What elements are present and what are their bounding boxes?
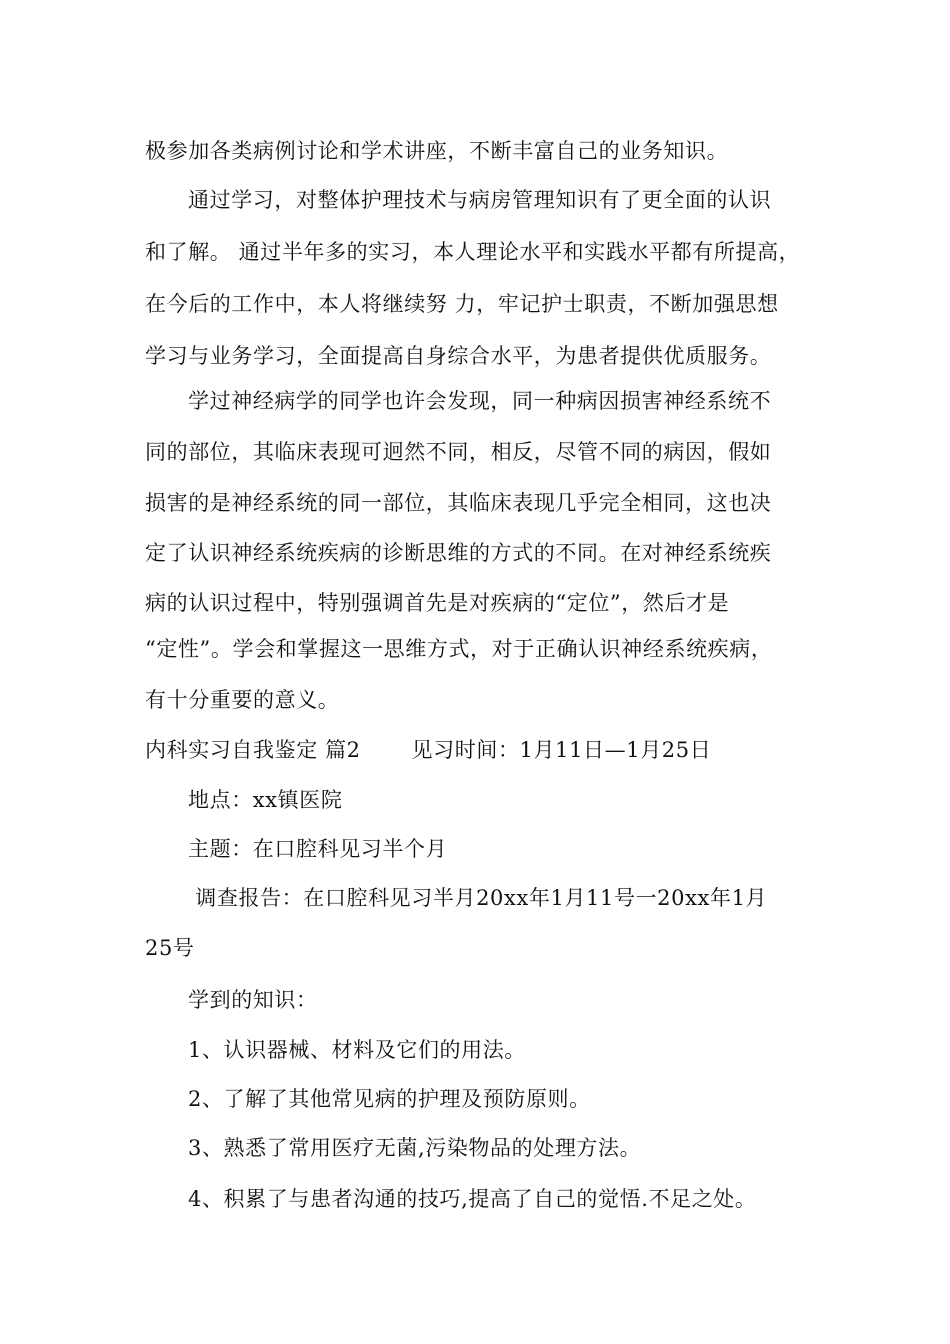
paragraph-3-line-5: 病的认识过程中，特别强调首先是对疾病的“定位”，然后才是 [145, 591, 730, 615]
location-line: 地点：xx镇医院 [188, 788, 343, 812]
paragraph-3-line-2: 同的部位，其临床表现可迥然不同，相反，尽管不同的病因，假如 [145, 440, 772, 464]
learned-item-1: 1、认识器械、材料及它们的用法。 [188, 1038, 526, 1062]
paragraph-2-line-2: 和了解。 通过半年多的实习，本人理论水平和实践水平都有所提高， [145, 240, 801, 264]
paragraph-3-line-6: “定性”。学会和掌握这一思维方式，对于正确认识神经系统疾病， [145, 637, 773, 661]
paragraph-3-line-7: 有十分重要的意义。 [145, 688, 340, 712]
section-2-heading: 内科实习自我鉴定 篇2 见习时间：1月11日—1月25日 [145, 738, 712, 762]
paragraph-2-line-3: 在今后的工作中，本人将继续努 力，牢记护士职责，不断加强思想 [145, 292, 779, 316]
paragraph-3-line-3: 损害的是神经系统的同一部位，其临床表现几乎完全相同，这也决 [145, 491, 772, 515]
report-line-1: 调查报告：在口腔科见习半月20xx年1月11号一20xx年1月 [188, 886, 768, 910]
paragraph-3-line-1: 学过神经病学的同学也许会发现，同一种病因损害神经系统不 [188, 389, 772, 413]
topic-line: 主题：在口腔科见习半个月 [188, 837, 448, 861]
learned-item-4: 4、积累了与患者沟通的技巧,提高了自己的觉悟.不足之处。 [188, 1187, 757, 1211]
learned-heading: 学到的知识： [188, 988, 318, 1012]
paragraph-2-line-1: 通过学习，对整体护理技术与病房管理知识有了更全面的认识 [188, 188, 772, 212]
paragraph-3-line-4: 定了认识神经系统疾病的诊断思维的方式的不同。在对神经系统疾 [145, 541, 772, 565]
report-line-2: 25号 [145, 936, 195, 960]
paragraph-2-line-4: 学习与业务学习，全面提高自身综合水平，为患者提供优质服务。 [145, 344, 772, 368]
learned-item-3: 3、熟悉了常用医疗无菌,污染物品的处理方法。 [188, 1136, 642, 1160]
paragraph-1-line-1: 极参加各类病例讨论和学术讲座，不断丰富自己的业务知识。 [145, 139, 729, 163]
learned-item-2: 2、了解了其他常见病的护理及预防原则。 [188, 1087, 591, 1111]
